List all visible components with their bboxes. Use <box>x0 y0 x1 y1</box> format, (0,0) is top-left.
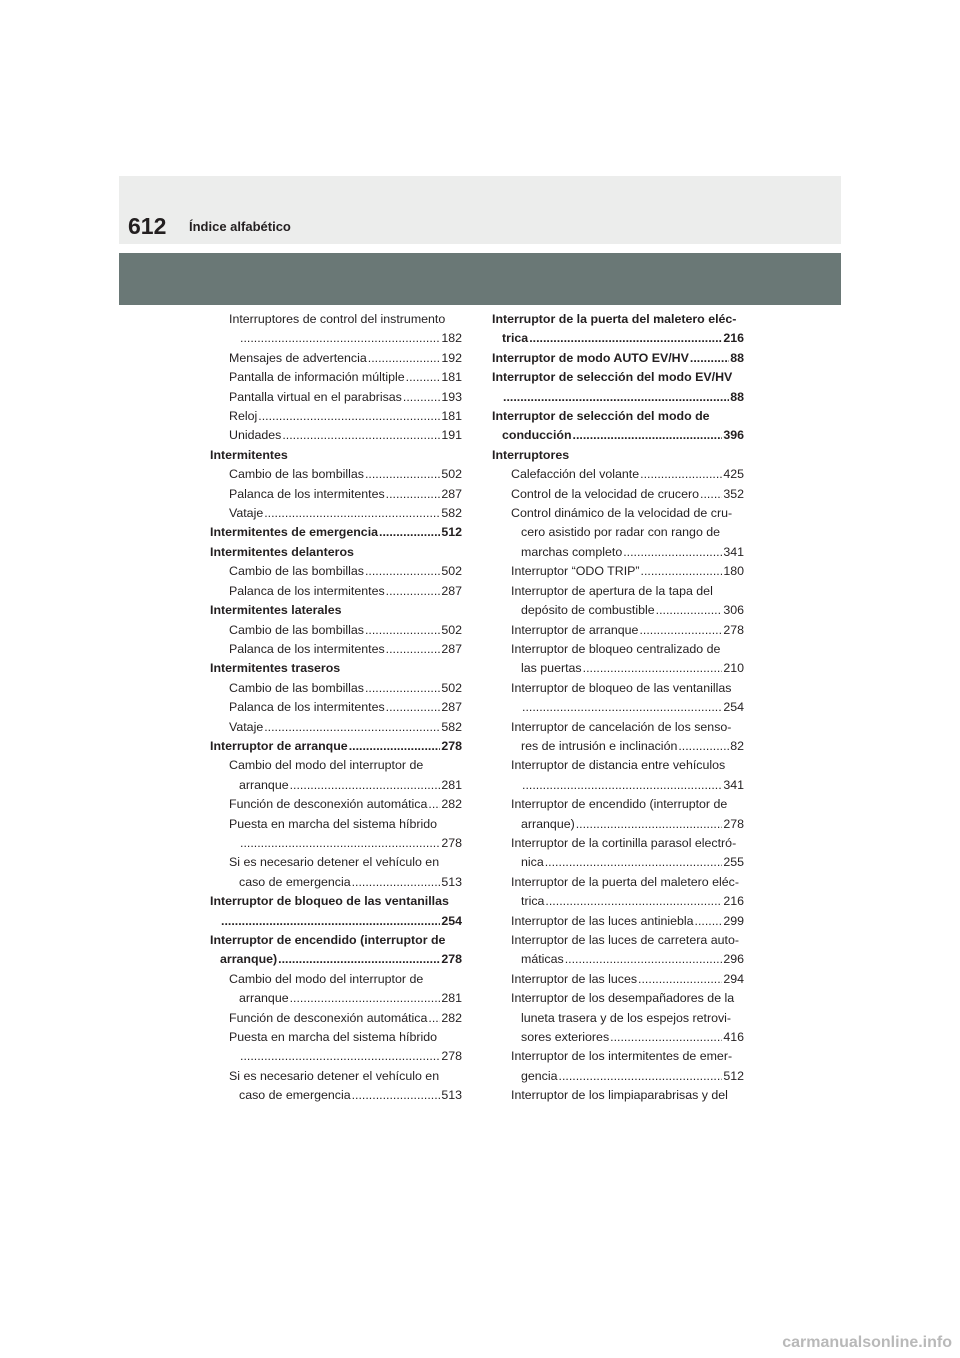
index-entry-text: Intermitentes de emergencia <box>210 525 379 540</box>
dot-leader <box>545 892 722 911</box>
index-entry-page: 502 <box>441 564 462 579</box>
index-entry-text: conducción <box>502 428 572 443</box>
index-entry-page: 299 <box>723 913 744 928</box>
dot-leader <box>379 523 440 542</box>
index-entry-text: Cambio del modo del interruptor de <box>229 758 424 773</box>
index-entry-page: 255 <box>723 855 744 870</box>
index-entry <box>492 426 744 445</box>
dot-leader <box>240 329 440 348</box>
dot-leader <box>428 795 440 814</box>
index-entry <box>492 718 744 737</box>
index-entry-page: 254 <box>723 700 744 715</box>
dot-leader <box>403 388 440 407</box>
index-entry-page: 282 <box>441 797 462 812</box>
index-entry-page: 278 <box>441 1049 462 1064</box>
index-entry-text: Interruptor de bloqueo de las ventanillas <box>210 894 449 909</box>
index-entry-page: 296 <box>723 952 744 967</box>
index-entry-text: Si es necesario detener el vehículo en <box>229 1068 440 1083</box>
index-entry-text: Interruptor de la puerta del maletero eléc- <box>511 874 739 889</box>
index-entry <box>492 912 744 931</box>
index-entry <box>210 795 462 814</box>
index-entry <box>210 582 462 601</box>
index-entry <box>210 1009 462 1028</box>
dot-leader <box>565 950 723 969</box>
index-entry-page: 216 <box>723 331 744 346</box>
index-entry-text: Mensajes de advertencia <box>229 350 367 365</box>
page-number: 612 <box>128 213 167 239</box>
dot-leader <box>522 776 722 795</box>
dot-leader <box>700 485 722 504</box>
index-entry <box>492 407 744 426</box>
index-entry <box>210 329 462 348</box>
index-entry-text: Interruptor de selección del modo de <box>492 409 710 424</box>
index-entry-page: 513 <box>441 874 462 889</box>
index-entry-text: sores exteriores <box>521 1030 610 1045</box>
index-entry-text: Palanca de los intermitentes <box>229 700 385 715</box>
index-entry-text: res de intrusión e inclinación <box>521 738 678 753</box>
index-entry-text: Interruptores <box>492 447 570 462</box>
dot-leader <box>290 989 441 1008</box>
index-entry <box>492 1028 744 1047</box>
index-entry <box>492 970 744 989</box>
index-entry <box>492 621 744 640</box>
index-column-right <box>492 310 744 1106</box>
index-entry <box>210 1028 462 1047</box>
index-entry-text: Control de la velocidad de crucero <box>511 486 700 501</box>
index-entry-page: 502 <box>441 680 462 695</box>
index-entry <box>210 950 462 969</box>
index-entry <box>492 950 744 969</box>
index-entry <box>492 1047 744 1066</box>
index-entry <box>210 523 462 542</box>
index-entry-text: Interruptor de selección del modo EV/HV <box>492 370 733 385</box>
index-entry <box>210 388 462 407</box>
index-entry-text: depósito de combustible <box>521 603 655 618</box>
index-entry <box>210 718 462 737</box>
index-entry-page: 416 <box>723 1030 744 1045</box>
index-entry-text: Cambio de las bombillas <box>229 467 364 482</box>
dot-leader <box>503 388 729 407</box>
index-entry-page: 216 <box>723 894 744 909</box>
index-entry-page: 512 <box>723 1068 744 1083</box>
index-entry <box>492 543 744 562</box>
index-entry-text: Interruptor de la puerta del maletero eléc- <box>492 312 737 326</box>
index-entry <box>492 989 744 1008</box>
dot-leader <box>386 582 441 601</box>
index-entry-page: 513 <box>441 1088 462 1103</box>
index-entry <box>210 485 462 504</box>
index-entry-text: máticas <box>521 952 564 967</box>
dot-leader <box>678 737 729 756</box>
index-entry-page: 278 <box>441 952 462 967</box>
dot-leader <box>352 873 441 892</box>
index-entry <box>210 834 462 853</box>
index-entry-text: Interruptor de bloqueo de las ventanillas <box>511 680 732 695</box>
index-entry <box>210 873 462 892</box>
index-entry <box>210 815 462 834</box>
index-entry <box>492 349 744 368</box>
dot-leader <box>623 543 722 562</box>
dot-leader <box>406 368 441 387</box>
index-entry <box>492 582 744 601</box>
index-entry <box>492 562 744 581</box>
dot-leader <box>428 1009 440 1028</box>
dot-leader <box>368 349 441 368</box>
index-entry <box>492 1009 744 1028</box>
index-entry <box>492 776 744 795</box>
index-entry-text: Cambio de las bombillas <box>229 680 364 695</box>
index-entry-page: 181 <box>441 409 462 424</box>
dot-leader <box>641 562 723 581</box>
index-column-left <box>210 310 462 1106</box>
dot-leader <box>690 349 729 368</box>
index-entry <box>210 407 462 426</box>
index-entry <box>492 698 744 717</box>
index-entry <box>210 465 462 484</box>
index-entry-page: 181 <box>441 370 462 385</box>
index-entry-text: Puesta en marcha del sistema híbrido <box>229 816 437 831</box>
index-entry <box>210 776 462 795</box>
index-entry-text: caso de emergencia <box>239 874 351 889</box>
dot-leader <box>559 1067 723 1086</box>
index-entry-page: 278 <box>441 738 462 753</box>
index-entry-text: Vataje <box>229 506 264 521</box>
index-entry-page: 180 <box>723 564 744 579</box>
index-entry <box>492 873 744 892</box>
dot-leader <box>545 853 723 872</box>
index-entry <box>210 892 462 911</box>
index-entry-text: Intermitentes <box>210 447 288 462</box>
index-entry <box>492 756 744 775</box>
dot-leader <box>656 601 723 620</box>
index-entry <box>492 815 744 834</box>
index-entry-text: Reloj <box>229 409 258 424</box>
index-entry-text: cero asistido por radar con rango de <box>521 525 721 540</box>
dot-leader <box>638 970 722 989</box>
index-entry-page: 341 <box>723 544 744 559</box>
index-entry-page: 341 <box>723 777 744 792</box>
dot-leader <box>576 815 723 834</box>
index-entry <box>210 426 462 445</box>
index-entry-page: 512 <box>441 525 462 540</box>
dot-leader <box>365 465 440 484</box>
index-entry <box>210 543 462 562</box>
index-entry <box>210 446 462 465</box>
index-entry-page: 191 <box>441 428 462 443</box>
index-entry-page: 254 <box>441 913 462 928</box>
index-entry-page: 281 <box>441 777 462 792</box>
index-entry <box>492 737 744 756</box>
index-entry <box>492 659 744 678</box>
index-entry <box>210 1067 462 1086</box>
dot-leader <box>695 912 723 931</box>
index-entry-text: Palanca de los intermitentes <box>229 583 385 598</box>
index-entry-page: 287 <box>441 641 462 656</box>
dot-leader <box>386 698 441 717</box>
index-entry-text: arranque <box>239 991 289 1006</box>
index-entry-text: las puertas <box>521 661 582 676</box>
index-entry-text: Unidades <box>229 428 282 443</box>
index-entry-page: 396 <box>723 428 744 443</box>
index-entry-text: Interruptor de cancelación de los senso- <box>511 719 732 734</box>
index-entry <box>492 601 744 620</box>
index-entry <box>210 368 462 387</box>
index-entry-page: 287 <box>441 486 462 501</box>
dot-leader <box>240 834 440 853</box>
dot-leader <box>352 1086 441 1105</box>
dot-leader <box>282 426 440 445</box>
index-entry-page: 278 <box>723 816 744 831</box>
dot-leader <box>639 621 722 640</box>
index-entry <box>492 640 744 659</box>
index-entry <box>210 756 462 775</box>
index-entry-text: Función de desconexión automática <box>229 797 428 812</box>
index-entry-page: 210 <box>723 661 744 676</box>
index-entry-page: 502 <box>441 622 462 637</box>
index-entry-text: Interruptor de apertura de la tapa del <box>511 583 713 598</box>
index-entry-text: Interruptor de distancia entre vehículos <box>511 758 726 773</box>
index-entry-text: Interruptor de los desempañadores de la <box>511 991 735 1006</box>
index-entry <box>210 640 462 659</box>
index-entry-text: luneta trasera y de los espejos retrovi- <box>521 1010 732 1025</box>
index-entry <box>492 368 744 387</box>
index-entry <box>210 679 462 698</box>
index-entry-text: Calefacción del volante <box>511 467 640 482</box>
index-entry <box>210 931 462 950</box>
index-entry-text: gencia <box>521 1068 558 1083</box>
index-entry <box>210 737 462 756</box>
index-entry-page: 287 <box>441 583 462 598</box>
index-entry <box>492 834 744 853</box>
index-entry <box>492 329 744 348</box>
dot-leader <box>640 465 722 484</box>
index-entry <box>492 679 744 698</box>
index-entry-page: 282 <box>441 1010 462 1025</box>
index-entry-text: trica <box>521 894 545 909</box>
dot-leader <box>264 718 440 737</box>
index-entry <box>492 504 744 523</box>
index-entry-page: 582 <box>441 719 462 734</box>
index-entry-text: Intermitentes laterales <box>210 603 342 618</box>
index-entry-text: Interruptor de bloqueo centralizado de <box>511 641 721 656</box>
index-entry <box>210 621 462 640</box>
index-entry <box>492 465 744 484</box>
index-entry-text: Intermitentes traseros <box>210 661 341 676</box>
dot-leader <box>386 485 441 504</box>
index-entry-text: arranque) <box>521 816 575 831</box>
dot-leader <box>365 679 440 698</box>
index-entry <box>210 698 462 717</box>
index-entry <box>492 310 744 329</box>
index-entry-text: Interruptores de control del instrumento <box>229 312 446 326</box>
dot-leader <box>365 621 440 640</box>
dot-leader <box>529 329 722 348</box>
index-entry <box>210 659 462 678</box>
index-entry <box>210 310 462 329</box>
dot-leader <box>264 504 440 523</box>
dot-leader <box>221 912 440 931</box>
index-entry-text: Palanca de los intermitentes <box>229 486 385 501</box>
index-entry-text: Cambio de las bombillas <box>229 622 364 637</box>
index-entry-text: Cambio del modo del interruptor de <box>229 971 424 986</box>
index-entry <box>210 504 462 523</box>
index-entry-page: 294 <box>723 971 744 986</box>
index-entry <box>210 1086 462 1105</box>
index-entry-page: 287 <box>441 700 462 715</box>
index-entry-text: arranque) <box>220 952 278 967</box>
index-entry-page: 582 <box>441 506 462 521</box>
index-entry-text: Interruptor de arranque <box>210 738 348 753</box>
index-entry-page: 278 <box>723 622 744 637</box>
index-entry-text: nica <box>521 855 544 870</box>
index-entry-page: 352 <box>723 486 744 501</box>
index-entry <box>210 970 462 989</box>
index-entry-text: arranque <box>239 777 289 792</box>
dot-leader <box>522 698 722 717</box>
index-entry-text: Cambio de las bombillas <box>229 564 364 579</box>
index-entry <box>210 349 462 368</box>
index-entry-text: marchas completo <box>521 544 623 559</box>
index-entry-text: Interruptor de los intermitentes de emer- <box>511 1049 733 1064</box>
dot-leader <box>240 1047 440 1066</box>
index-entry <box>210 912 462 931</box>
index-entry-page: 193 <box>441 389 462 404</box>
index-entry <box>492 446 744 465</box>
index-entry-page: 88 <box>730 389 744 404</box>
index-entry-text: Interruptor “ODO TRIP” <box>511 564 640 579</box>
index-entry <box>492 388 744 407</box>
index-entry-text: Intermitentes delanteros <box>210 544 354 559</box>
index-entry-text: Control dinámico de la velocidad de cru- <box>511 506 733 521</box>
dot-leader <box>290 776 441 795</box>
index-entry-page: 502 <box>441 467 462 482</box>
dot-leader <box>365 562 440 581</box>
dot-leader <box>583 659 723 678</box>
index-entry <box>492 1067 744 1086</box>
index-entry-text: Interruptor de la cortinilla parasol electró- <box>511 835 737 850</box>
index-entry-page: 281 <box>441 991 462 1006</box>
index-entry-text: Interruptor de las luces <box>511 971 638 986</box>
index-entry <box>210 1047 462 1066</box>
watermark: carmanualsonline.info <box>782 1334 952 1351</box>
index-entry-page: 278 <box>441 835 462 850</box>
index-entry <box>492 853 744 872</box>
index-entry-text: trica <box>502 331 529 346</box>
index-entry-text: Puesta en marcha del sistema híbrido <box>229 1030 437 1045</box>
dot-leader <box>258 407 440 426</box>
index-entry-text: Interruptor de encendido (interruptor de <box>511 797 728 812</box>
section-title: Índice alfabético <box>189 219 291 234</box>
index-entry <box>210 989 462 1008</box>
dot-leader <box>610 1028 722 1047</box>
index-entry-text: Interruptor de arranque <box>511 622 639 637</box>
index-entry-text: Palanca de los intermitentes <box>229 641 385 656</box>
index-entry <box>210 853 462 872</box>
index-entry <box>210 562 462 581</box>
index-entry <box>210 601 462 620</box>
index-entry <box>492 1086 744 1105</box>
index-entry-page: 82 <box>730 738 744 753</box>
index-entry-page: 192 <box>441 350 462 365</box>
index-entry-page: 182 <box>441 331 462 346</box>
index-entry-text: Pantalla de información múltiple <box>229 370 405 385</box>
index-entry-text: Interruptor de encendido (interruptor de <box>210 933 446 947</box>
index-entry-text: Interruptor de las luces de carretera auto- <box>511 933 739 947</box>
index-entry <box>492 931 744 950</box>
index-entry-text: Interruptor de modo AUTO EV/HV <box>492 350 689 365</box>
index-entry-page: 425 <box>723 467 744 482</box>
dot-leader <box>386 640 441 659</box>
index-entry-text: Si es necesario detener el vehículo en <box>229 855 440 870</box>
header-band <box>119 253 841 305</box>
index-entry-page: 306 <box>723 603 744 618</box>
index-entry-text: Vataje <box>229 719 264 734</box>
dot-leader <box>573 426 723 445</box>
index-entry-page: 88 <box>730 350 744 365</box>
index-entry-text: Interruptor de los limpiaparabrisas y del <box>511 1088 728 1103</box>
index-entry-text: Función de desconexión automática <box>229 1010 428 1025</box>
index-entry-text: Pantalla virtual en el parabrisas <box>229 389 402 404</box>
dot-leader <box>349 737 441 756</box>
index-entry-text: caso de emergencia <box>239 1088 351 1103</box>
index-entry-text: Interruptor de las luces antiniebla <box>511 913 694 928</box>
index-entry <box>492 892 744 911</box>
index-entry <box>492 795 744 814</box>
index-entry <box>492 523 744 542</box>
index-entry <box>492 485 744 504</box>
dot-leader <box>278 950 440 969</box>
